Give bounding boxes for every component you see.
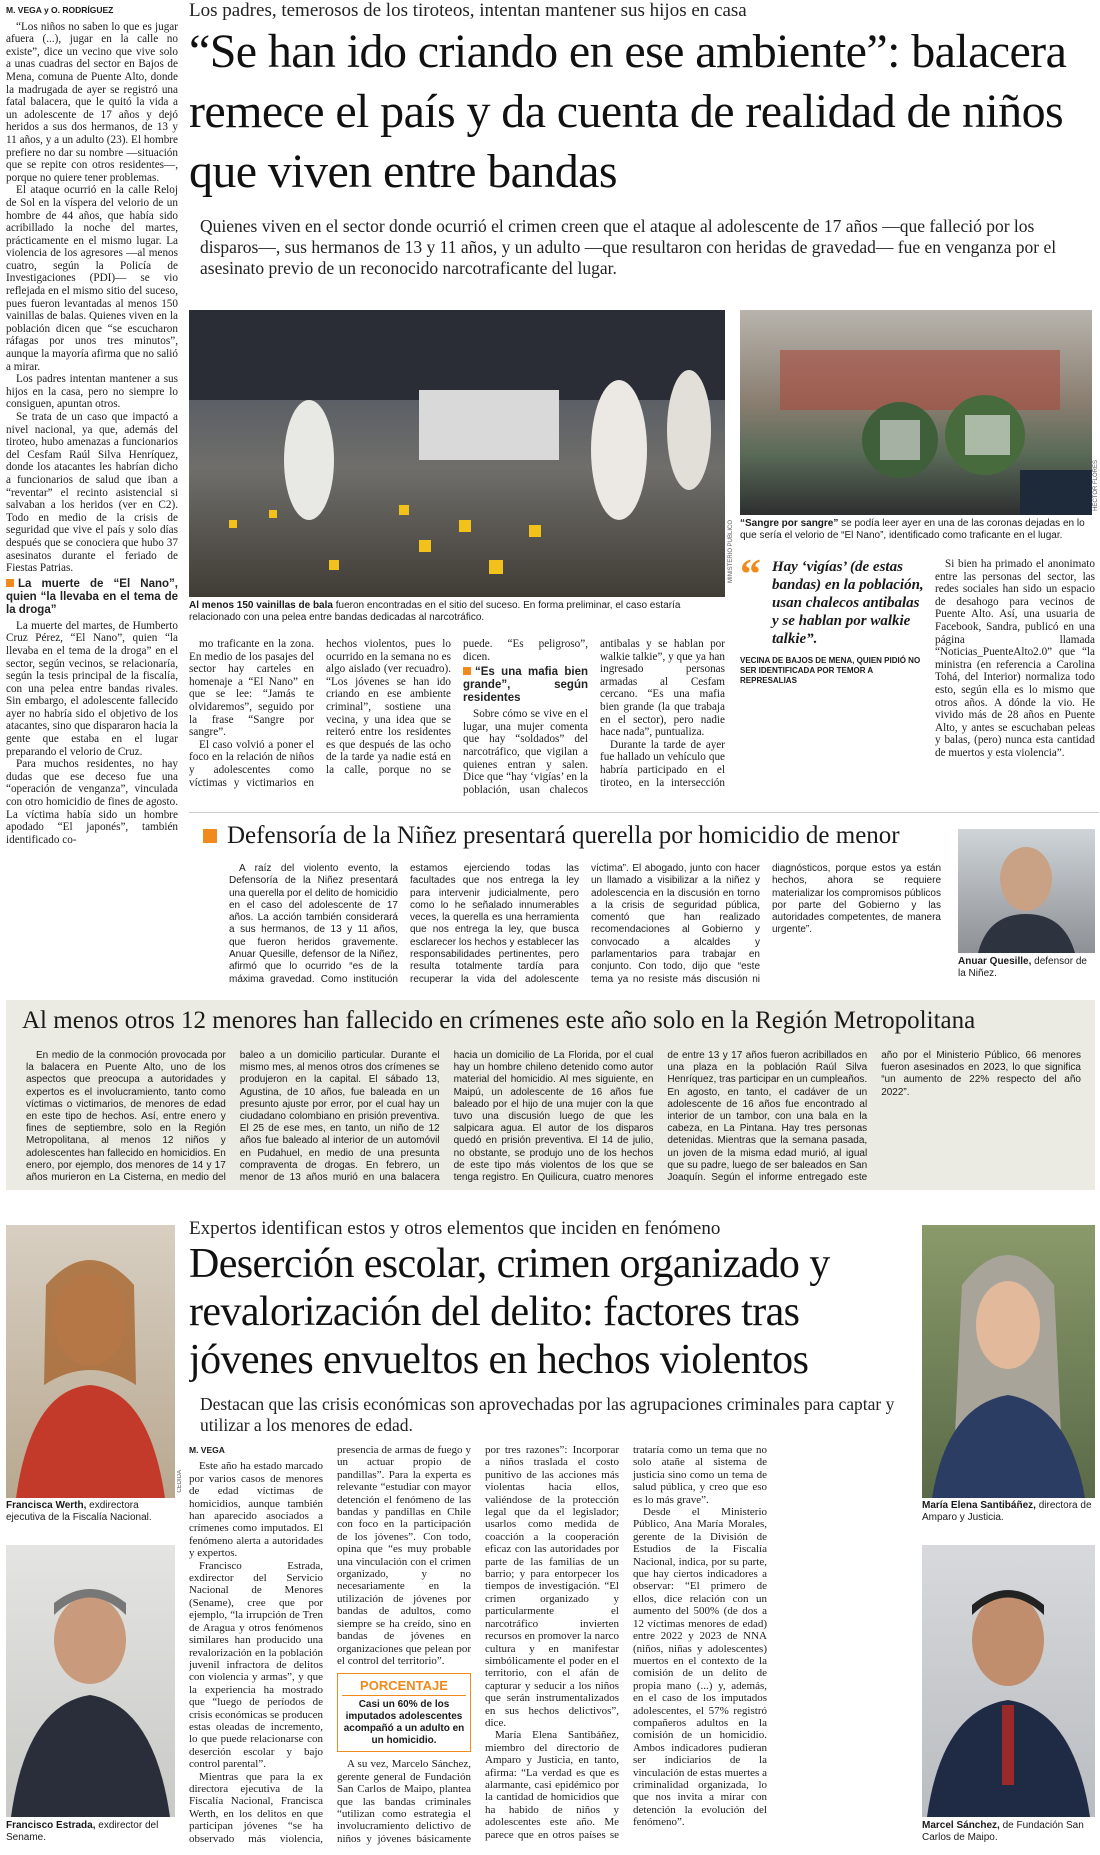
paragraph: Durante la tarde de ayer fue hallado un vehículo que habría participado en el tiroteo, en la intersección xyxy=(600,738,725,789)
werth-photo xyxy=(6,1225,175,1498)
portrait-illustration xyxy=(6,1225,175,1498)
crime-scene-photo xyxy=(189,310,725,597)
top-heading-block xyxy=(189,0,1100,306)
quote-source: VECINA DE BAJOS DE MENA, QUIEN PIDIÓ NO SER IDENTIFICADA POR TEMOR A REPRESALIAS xyxy=(740,656,921,685)
paragraph: Mientras que para la ex directora ejecutiva de la Fiscalía Nacional, Francisca Werth, en los delitos en que participan jóvenes “se ha observado más violencia, presencia de armas de fuego y un actuar propio de pandillas”. Para la experta es relevante “estudiar con mayor detención el fenómeno de las bandas y pandillas en Chile con foco en la participación de los jóvenes”. Con todo, opina que “es muy probable una vinculación con el crimen organizado, y no necesariamente en la utilización de jóvenes por bandas de adultos, como siempre se ha creído, sino en bandas de jóvenes en organizaciones que pelean por el control del territorio”. xyxy=(189,1444,471,1845)
photo-credit: HÉCTOR FLORES xyxy=(1093,460,1099,511)
portrait-illustration xyxy=(922,1225,1095,1498)
subheading: “Es una mafia bien grande”, según residentes xyxy=(463,666,588,705)
paragraph: A su vez, Marcelo Sánchez, gerente general de Fundación San Carlos de Maipo, plantea que las bandas criminales “utilizan como estrategia el involucramiento delictivo de niños y jóvenes básicamente por tres razones”: Incorporar a niños traslada el costo punitivo de las acciones más violentas hacia ellos, valiéndose de la protección legal que da el legislador; usarlos como medida de coacción a la cooperación eficaz con las autoridades por parte de las familias de un barrio; y para entorpecer los tiempos de investigación. “El crimen organizado y particularmente el narcotráfico invierten recursos en promover la narco cultura y en manifestar simbólicamente el poder en el territorio, con el afán de capturar y seducir a los niños que serán instrumentalizados en sus hechos delictivos”, dice. xyxy=(337,1444,619,1845)
photo1-caption xyxy=(189,600,725,624)
right-column-body xyxy=(935,558,1095,800)
caption-text: defensor de la Niñez. xyxy=(958,956,1087,979)
paragraph: Sobre cómo se vive en el lugar, una mujer comenta que hay “soldados” del narcotráfico, que vigilan a quienes entran y salen. Dice que “hay ‘vigías’ en la población, usan chalecos antibalas y se hablan por walkie talkie”, y que ya han ingresado personas armadas al Cesfam cercano. “Es una mafia bien grande (la que trabaja en el sector), pero nadie hace nada”, puntualiza. xyxy=(463,638,725,796)
percentage-box xyxy=(337,1673,471,1752)
bottom-article-body xyxy=(189,1444,915,1852)
estrada-caption xyxy=(6,1820,175,1844)
band-body: En medio de la conmoción provocada por la balacera en Puente Alto, uno de los aspectos que preocupa a autoridades y expertos es el involucramiento, tanto como víctimas o victimarios, de menores de edad en este tipo de hechos. Así, entre enero y fines de septiembre, solo en la Región Metropolitana, al menos 12 niños y adolescentes han fallecido en homicidios. En enero, por ejemplo, dos menores de 14 y 17 años murieron en La Cisterna, en medio del baleo a un domicilio particular. Durante el mismo mes, al menos otros dos crímenes se produjeron en la capital. El sábado 13, Agustina, de 10 años, fue baleada en un presunto ajuste por error, por el cual hay un ciudadano colombiano en prisión preventiva. El 25 de ese mes, en tanto, un niño de 12 años fue baleado al interior de un automóvil en Pudahuel, en medio de una presunta compraventa de drogas. En febrero, un menor de 13 años murió en una balacera hacia un domicilio de La Florida, por el cual hay un hombre chileno detenido como autor material del homicidio. Al mes siguiente, en Maipú, un adolescente de 16 años fue baleado por el hijo de una mujer con la que tuvo una discusión luego de que les salpicara agua. El autor de los disparos quedó en prisión preventiva. El 14 de julio, no obstante, se produjo uno de los hechos de este tipo más violentos de los que se tenga registro. En Quilicura, cuatro menores de entre 13 y 17 años fueron acribillados en una plaza en la población Raúl Silva Henríquez, tras participar en un cumpleaños. En agosto, en tanto, el cadáver de un adolescente de 16 años fue encontrado al interior de un tambor, con una bala en la cabeza, en La Pintana. Hay tres personas detenidas. Mientras que la semana pasada, un joven de la misma edad murió, al igual que su padre, luego de ser baleados en San Joaquín. Según el informe entregado este año por el Ministerio Público, 66 menores fueron asesinados en 2023, lo que significa “un aumento de 22% respecto del año 2022”. xyxy=(26,1050,1081,1184)
sanchez-caption xyxy=(922,1820,1095,1844)
defensoria-body: A raíz del violento evento, la Defensoría de la Niñez presentará una querella por el delito de homicidio en el caso del adolescente de 17 años. La acción también considerará a sus hermanos, de 13 y 11 años, que fueron heridos gravemente. Anuar Quesille, defensor de la Niñez, afirmó que lo ocurrido “es de la máxima gravedad. Como institución estamos ejerciendo todas las facultades que nos entrega la ley para intervenir judicialmente, pero como lo he señalado innumerables veces, la querella es una herramienta que nos entrega la ley, que busca esclarecer los hechos y establecer las responsabilidades pertinentes, pero resulta totalmente tardía para recuperar la vida del adolescente víctima”. El abogado, junto con hacer un llamado a visibilizar a la niñez y adolescencia en la discusión en torno a la crisis de seguridad pública, comentó que han realizado recomendaciones al Gobierno y convocado a alcaldes y parlamentarios para trabajar en conjunto. Con todo, dijo que “este tema ya no resiste más discusión ni diagnósticos, porque estos ya están hechos, ahora se requiere materializar los compromisos públicos por parte del Gobierno y las autoridades competentes, de manera urgente”. xyxy=(229,863,941,985)
top-deck: Quienes viven en el sector donde ocurrió el crimen creen que el ataque al adolescente de 17 años —que falleció por los disparos—, sus hermanos de 13 y 11 años, y un adulto —que resultaron con heridas de gravedad— fue en venganza por el asesinato previo de un reconocido narcotraficante del lugar. xyxy=(200,216,1057,278)
funeral-wreath-photo xyxy=(740,310,1092,515)
quesille-photo xyxy=(958,829,1095,953)
paragraph: La muerte del martes, de Humberto Cruz Pérez, “El Nano”, quien “la llevaba en el tema de la droga” en el sector, según vecinos, se relacionaría, según la tesis principal de la fiscalía, con una pelea entre bandas rivales. Sin embargo, el adolescente fallecido ayer no habría sido el objetivo de los atacantes, sino que dispararon hacia la gente que estaba en el lugar preparando el velorio de Cruz. xyxy=(6,619,178,758)
paragraph: El caso volvió a poner el foco en la relación de niños y adolescentes como víctimas y victimarios en hechos violentos, pues lo ocurrido en la semana no es algo aislado (ver recuadro). “Los jóvenes se han ido criando en ese ambiente criminal”, sostiene una vecina, y una idea que se reiteró entre los residentes es que después de las ocho de la tarde ya nadie está en la calle, porque no se puede. “Es peligroso”, dicen. xyxy=(189,638,588,789)
paragraph: mo traficante en la zona. En medio de los pasajes del sector hay carteles en homenaje a “El Nano” en que se lee: “Jamás te olvidaremos”, seguido por la frase “Sangre por sangre”. xyxy=(189,638,314,739)
left-column-article xyxy=(6,4,178,988)
caption-bold: Marcel Sánchez, xyxy=(922,1820,1000,1831)
paragraph: María Elena Santibáñez, miembro del directorio de Amparo y Justicia, en tanto, afirma: “La verdad es que es alarmante, casi epidémico por la cantidad de homicidios que ha habido de niños y adolescentes este año. Me parece que en otros países se trataría como un tema que no solo atañe al sistema de justicia sino como un tema de salud pública, y creo que eso es lo más grave”. xyxy=(485,1444,767,1841)
paragraph: “Los niños no saben lo que es jugar afuera (...), jugar en la calle no existe”, dice un vecino que vive solo a unas cuadras del sector en Bajos de Mena, comuna de Puente Alto, donde la madrugada de ayer se registró una fatal balacera, que le quitó la vida a un adolescente de 17 años y dejó heridos a sus dos hermanos, de 13 y 11 años, y a un adulto (23). El hombre prefiere no dar su nombre —situación que se repite con otros residentes—, porque no quiere tener problemas. xyxy=(6,20,178,184)
photo-credit: CEDIDA xyxy=(177,1470,183,1493)
caption-bold: María Elena Santibáñez, xyxy=(922,1500,1036,1511)
caption-bold: Anuar Quesille, xyxy=(958,956,1032,967)
defensoria-title: Defensoría de la Niñez presentará querella por homicidio de menor xyxy=(227,822,900,849)
top-kicker: Los padres, temerosos de los tiroteos, intentan mantener sus hijos en casa xyxy=(189,0,747,21)
photo2-caption xyxy=(740,518,1095,542)
quote-text: Hay ‘vigías’ (de estas bandas) en la población, usan chalecos antibalas y se hablan por walkie talkie”. xyxy=(772,559,924,647)
paragraph: Se trata de un caso que impactó a nivel nacional, ya que, además del tiroteo, hubo amenazas a funcionarios del Cesfam Raúl Silva Henríquez, donde los atacantes les habrían dicho a funcionarios de salud que iban a “reventar” el recinto asistencial si salvaban a los heridos (ver en C2). Todo en medio de la crisis de seguridad que vive el país y solo días después que se conociera que hubo 37 asesinatos durante el feriado de Fiestas Patrias. xyxy=(6,411,178,575)
band-headline: Al menos otros 12 menores han fallecido en crímenes este año solo en la Región Metropolitana xyxy=(22,1007,976,1034)
minors-statistics-box xyxy=(6,1000,1095,1190)
caption-bold: Francisca Werth, xyxy=(6,1500,87,1511)
portrait-illustration xyxy=(6,1545,175,1817)
paragraph: Desde el Ministerio Público, Ana María Morales, gerente de la División de Estudios de la Fiscalía Nacional, indica, por su parte, que hay ciertos indicadores a observar: “El primero de ellos, dice relación con un aumento del 500% (de dos a 12 víctimas menores de edad) entre 2022 y 2023 de NNA (niños, niñas y adolescentes) muertos en el contexto de la comisión de un delito de propia mano (...) y, además, en el caso de los imputados adolescentes, el 57% registró compañeros adultos en la comisión de un homicidio. Ambos indicadores pudieran ser indiciarios de la vinculación de estas muertes a criminalidad organizada, lo que nos invita a mirar con detención la evolución del fenómeno”. xyxy=(633,1506,767,1829)
main-article-body xyxy=(189,638,725,800)
quesille-caption xyxy=(958,956,1095,980)
caption-bold: Francisco Estrada, xyxy=(6,1820,96,1831)
box-text: Casi un 60% de los imputados adolescentes acompañó a un adulto en un homicidio. xyxy=(343,1699,465,1747)
defensoria-section xyxy=(189,812,1099,992)
caption-bold: Al menos 150 vainillas de bala xyxy=(189,600,333,611)
caption-text: directora de Amparo y Justicia. xyxy=(922,1500,1092,1523)
bottom-article xyxy=(189,1218,915,1852)
bottom-deck: Destacan que las crisis económicas son aprovechadas por las agrupaciones criminales para captar y utilizar a los menores de edad. xyxy=(200,1394,895,1435)
bottom-kicker: Expertos identifican estos y otros elementos que inciden en fenómeno xyxy=(189,1218,721,1239)
wreath-illustration xyxy=(740,310,1092,515)
caption-text: exdirectora ejecutiva de la Fiscalía Nacional. xyxy=(6,1500,152,1523)
sanchez-photo xyxy=(922,1545,1095,1817)
quote-mark-icon: “ xyxy=(740,558,761,598)
paragraph: Los padres intentan mantener a sus hijos en la casa, pero no siempre lo consiguen, apuntan otros. xyxy=(6,373,178,411)
crime-scene-illustration xyxy=(189,310,725,597)
pull-quote xyxy=(740,558,928,798)
caption-text: de Fundación San Carlos de Maipo. xyxy=(922,1820,1084,1843)
estrada-photo xyxy=(6,1545,175,1817)
paragraph: Si bien ha primado el anonimato entre las personas del sector, las redes sociales han sido un espacio de desahogo para vecinos de Puente Alto. Así, una usuaria de Facebook, Sandra, publicó en una página llamada “Noticias_PuenteAlto2.0” que “la ministra (en referencia a Carolina Tohá, del Interior) normaliza todo esto, según ella es lo mismo que otros años. A dónde la vio. He vivido más de 28 años en Puente Alto, y antes se escuchaban peleas y balas, (pero) nunca esta cantidad de muertos y esta violencia”. xyxy=(935,558,1095,759)
top-headline: “Se han ido criando en ese ambiente”: balacera remece el país y da cuenta de realidad de niños que viven entre bandas xyxy=(189,25,1067,198)
portrait-illustration xyxy=(922,1545,1095,1817)
orange-square-icon xyxy=(203,829,217,843)
bottom-headline: Deserción escolar, crimen organizado y revalorización del delito: factores tras jóvenes envueltos en hechos violentos xyxy=(189,1241,830,1383)
santibanez-caption xyxy=(922,1500,1095,1524)
subheading: La muerte de “El Nano”, quien “la llevaba en el tema de la droga” xyxy=(6,577,178,616)
werth-caption xyxy=(6,1500,175,1524)
caption-text: exdirector del Sename. xyxy=(6,1820,159,1843)
paragraph: Francisco Estrada, exdirector del Servicio Nacional de Menores (Sename), cree que por ejemplo, “la irrupción de Tren de Aragua y otros fenómenos similares han producido una revalorización en la población juvenil infractora de delitos con violencia y armas”, y que la experiencia ha mostrado que “luego de períodos de crisis económicas se producen estas oleadas de incremento, lo que puede relacionarse con deserción escolar y bajo control parental”. xyxy=(189,1559,323,1771)
paragraph: El ataque ocurrió en la calle Reloj de Sol en la víspera del velorio de un hombre de 44 años, que había sido acribillado la noche del martes, prácticamente en el mismo lugar. La violencia de los agresores —al menos cuatro, según la Policía de Investigaciones (PDI)— se vio reflejada en el mismo sitio del suceso, pues fueron levantadas al menos 150 vainillas de balas. Quienes viven en la población dicen que “se escucharon ráfagas por unos tres minutos”, aunque la mayoría afirma que no salió a mirar. xyxy=(6,184,178,373)
santibanez-photo xyxy=(922,1225,1095,1498)
paragraph: Para muchos residentes, no hay dudas que ese deceso fue una “operación de venganza”, vinculada con otro homicidio de fines de agosto. La víctima había sido un hombre apodado “El japonés”, también identificado co- xyxy=(6,758,178,846)
caption-text: se podía leer ayer en una de las coronas dejadas en lo que sería el velorio de “El Nano”, identificado como traficante en el lugar. xyxy=(740,518,1085,541)
byline: M. VEGA y O. RODRÍGUEZ xyxy=(6,5,114,15)
photo-credit: MINISTERIO PÚBLICO xyxy=(728,520,734,584)
portrait-illustration xyxy=(958,829,1095,953)
caption-text: fueron encontradas en el sitio del suceso. En forma preliminar, el caso estaría relacionado con una pelea entre bandas dedicadas al narcotráfico. xyxy=(189,600,681,623)
defensoria-headline xyxy=(203,821,953,851)
byline: M. VEGA xyxy=(189,1445,225,1455)
caption-bold: “Sangre por sangre” xyxy=(740,518,839,529)
paragraph: Este año ha estado marcado por varios casos de menores de edad víctimas de homicidios, aunque también han aparecido asociados a crímenes como imputados. El fenómeno alerta a autoridades y expertos. xyxy=(189,1460,323,1560)
box-title: PORCENTAJE xyxy=(342,1678,466,1696)
